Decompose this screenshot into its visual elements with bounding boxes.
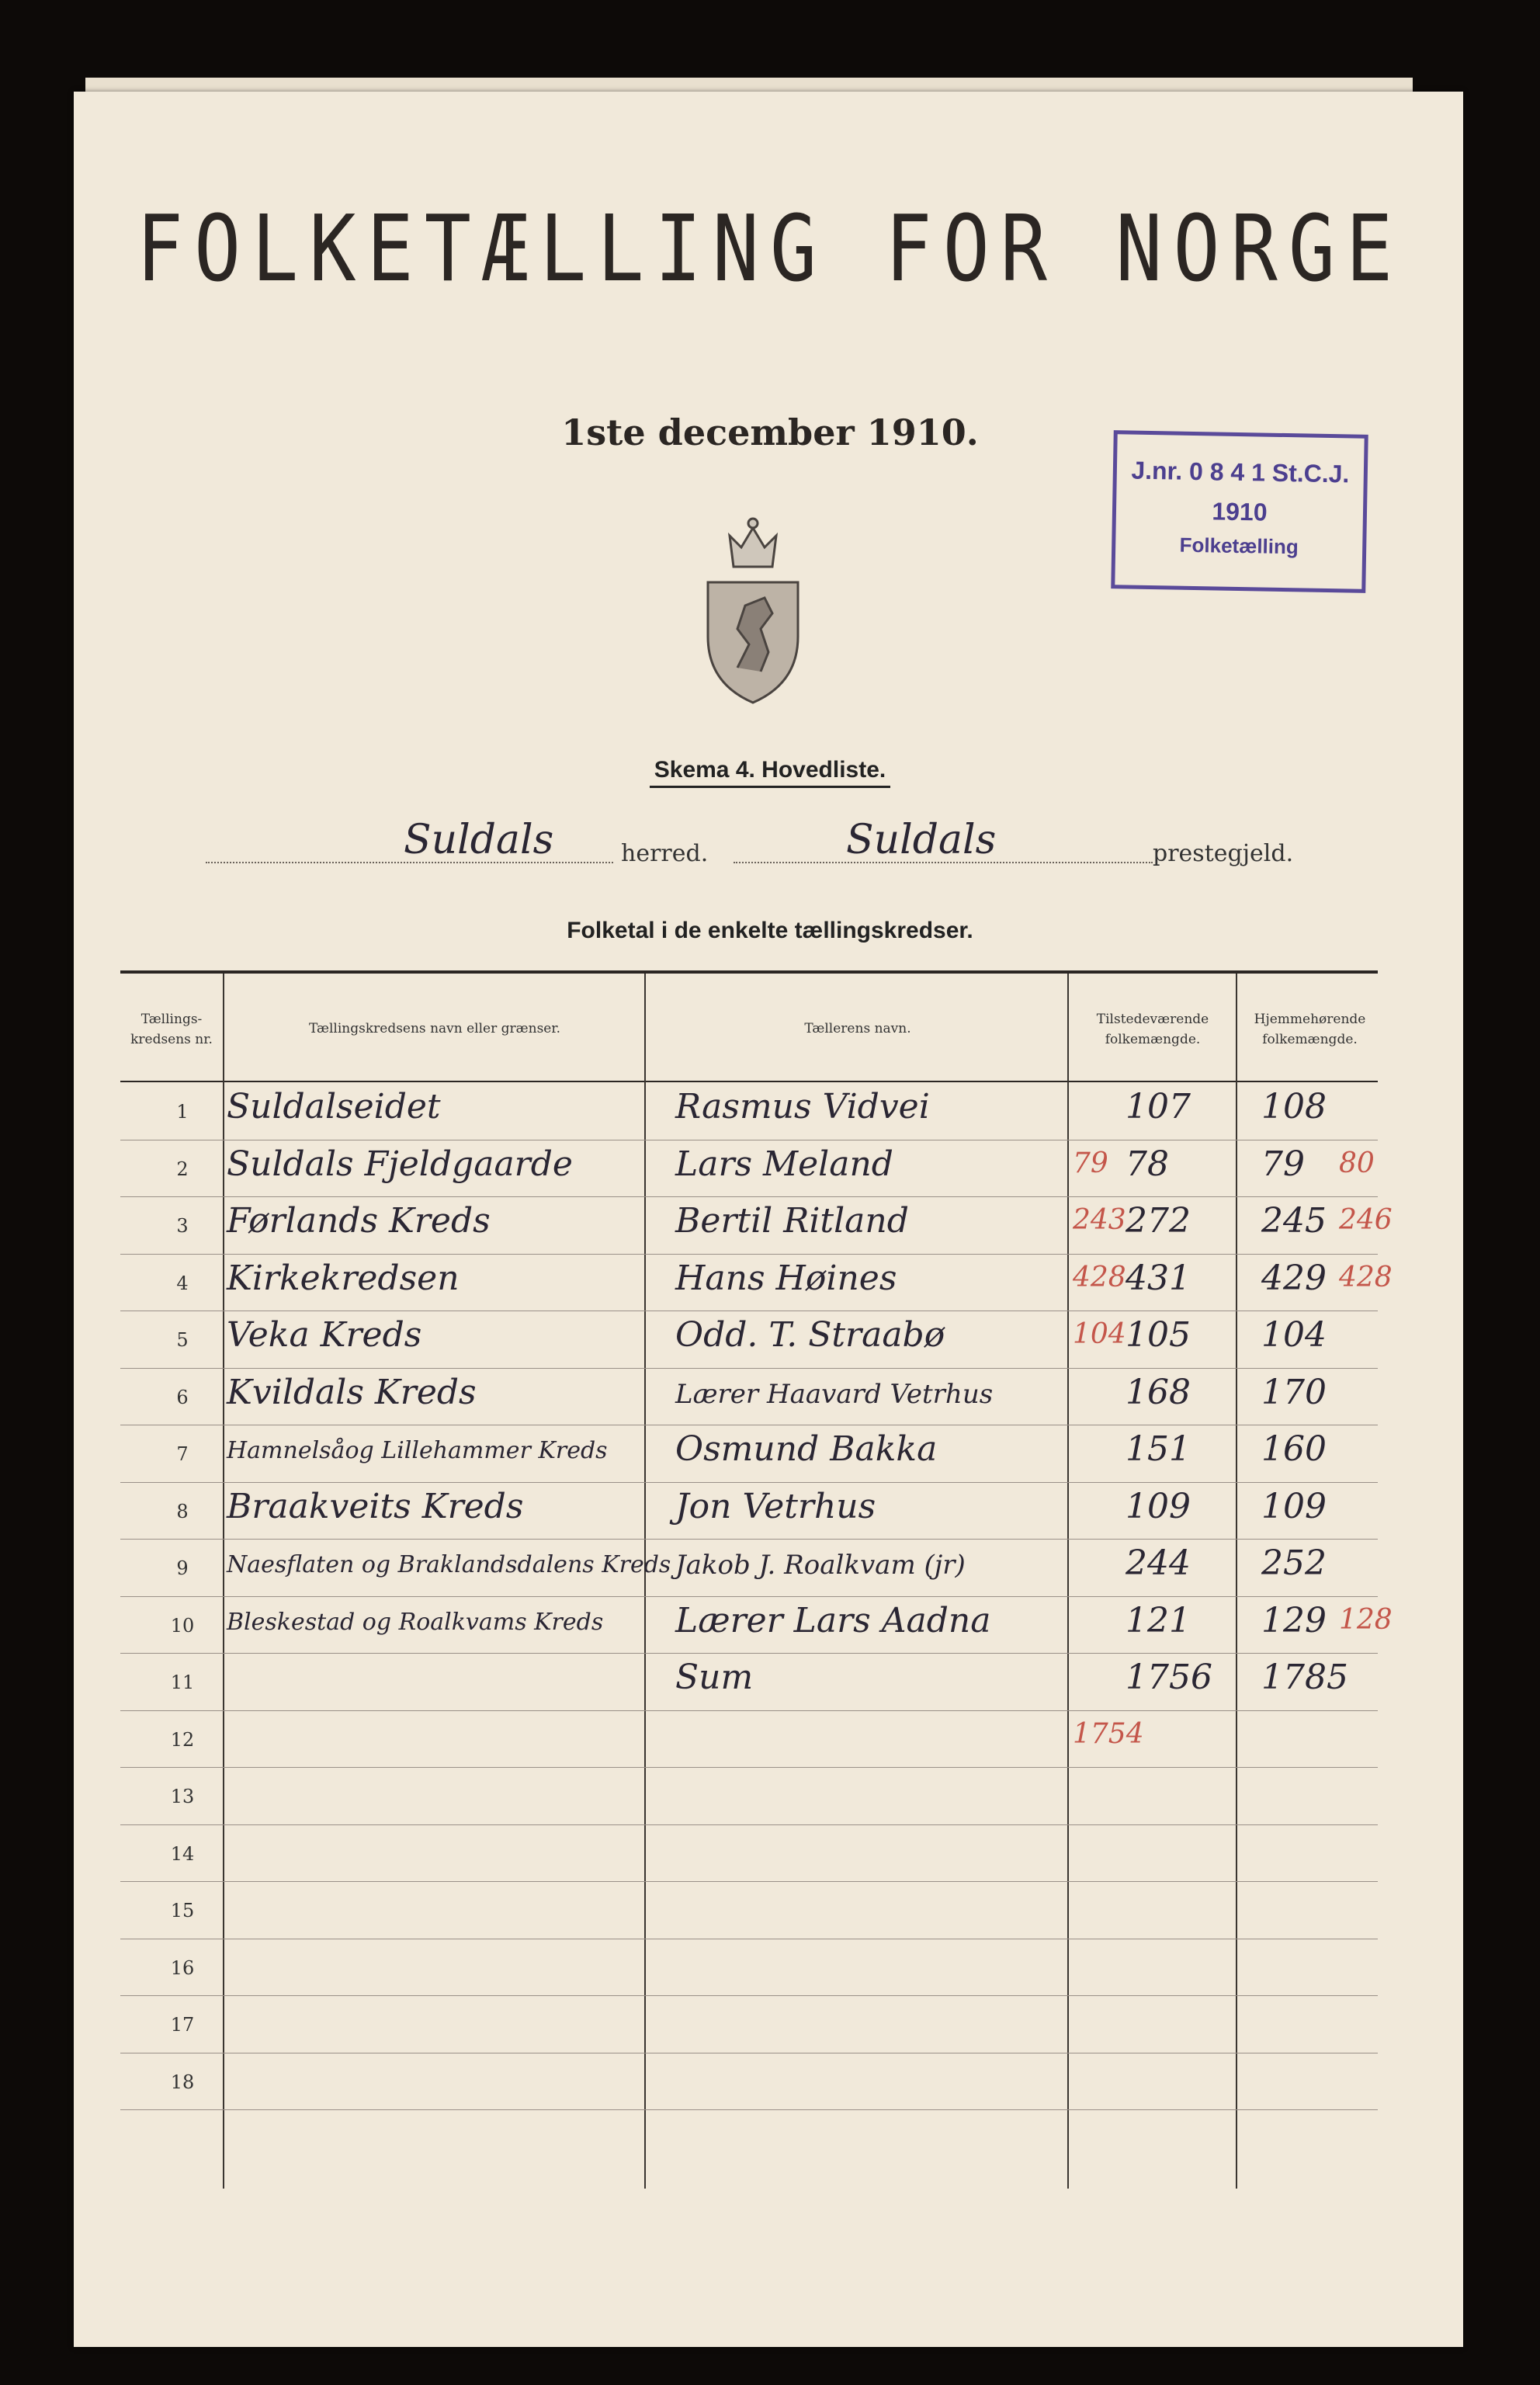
row-divider (120, 2109, 1378, 2110)
tilstede-count: 431 (1126, 1258, 1191, 1298)
tilstede-count: 1756 (1126, 1658, 1212, 1697)
skema-heading (0, 757, 1540, 783)
row-number: 10 (170, 1614, 195, 1637)
hjemme-count: 160 (1261, 1429, 1327, 1469)
col-divider-1 (223, 974, 224, 2189)
hjemme-count: 108 (1261, 1087, 1327, 1127)
skema-label: Skema 4. Hovedliste. (650, 757, 890, 788)
row-number: 17 (170, 2014, 195, 2036)
row-number: 11 (170, 1672, 195, 1693)
row-divider (120, 1539, 1378, 1540)
prestegjeld-label: prestegjeld. (1153, 840, 1294, 867)
kreds-name: Suldalseidet (227, 1087, 441, 1127)
teller-name: Lærer Lars Aadna (675, 1600, 991, 1640)
teller-name: Odd. T. Straabø (675, 1315, 945, 1355)
hjemme-count: 104 (1261, 1315, 1327, 1355)
row-number: 7 (176, 1443, 189, 1465)
tilstede-count: 168 (1126, 1372, 1191, 1412)
teller-name: Rasmus Vidvei (675, 1087, 930, 1127)
hjemme-count: 1785 (1261, 1658, 1348, 1697)
row-number: 6 (176, 1386, 189, 1408)
hjemme-correction: 128 (1339, 1603, 1393, 1636)
col-header-nr: Tællings-kredsens nr. (130, 1012, 213, 1047)
teller-name: Sum (675, 1658, 754, 1697)
kreds-name: Suldals Fjeldgaarde (227, 1144, 573, 1184)
row-divider (120, 1596, 1378, 1597)
kreds-name: Kirkekredsen (227, 1258, 460, 1298)
tilstede-count: 105 (1126, 1315, 1191, 1355)
row-number: 1 (176, 1101, 189, 1123)
hjemme-correction: 80 (1339, 1147, 1375, 1179)
tilstede-correction: 428 (1073, 1261, 1126, 1293)
tilstede-count: 244 (1126, 1543, 1191, 1583)
coat-of-arms-icon (691, 512, 815, 706)
kreds-name: Førlands Kreds (227, 1201, 491, 1241)
col-header-hjemme: Hjemmehørende folkemængde. (1254, 1012, 1366, 1047)
hjemme-count: 79 (1261, 1144, 1305, 1184)
kreds-name: Bleskestad og Roalkvams Kreds (227, 1608, 604, 1636)
row-number: 18 (170, 2071, 195, 2093)
table-subtitle: Folketal i de enkelte tællingskredser. (567, 918, 973, 943)
tilstede-count: 109 (1126, 1486, 1191, 1526)
row-divider (120, 1653, 1378, 1654)
col-header-navn: Tællingskredsens navn eller grænser. (308, 1021, 561, 1036)
row-number: 12 (170, 1728, 195, 1751)
row-divider (120, 1196, 1378, 1197)
kreds-name: Braakveits Kreds (227, 1486, 524, 1526)
teller-name: Hans Høines (675, 1258, 897, 1298)
stamp-year: 1910 (1212, 497, 1268, 526)
row-number: 2 (176, 1158, 189, 1180)
teller-name: Lars Meland (675, 1144, 893, 1184)
col-divider-2 (644, 974, 646, 2189)
hjemme-correction: 428 (1339, 1261, 1393, 1293)
kreds-name: Veka Kreds (227, 1315, 422, 1355)
tilstede-count: 151 (1126, 1429, 1191, 1469)
row-divider (120, 1767, 1378, 1768)
row-number: 16 (170, 1956, 195, 1979)
registration-stamp (1111, 430, 1368, 593)
tilstede-count: 107 (1126, 1087, 1191, 1127)
hjemme-count: 245 (1261, 1201, 1327, 1241)
row-divider (120, 1254, 1378, 1255)
teller-name: Osmund Bakka (675, 1429, 938, 1469)
stamp-journal-number: J.nr. 0 8 4 1 St.C.J. (1131, 456, 1350, 488)
hjemme-count: 129 (1261, 1600, 1327, 1640)
col-divider-4 (1236, 974, 1237, 2189)
kreds-name: Kvildals Kreds (227, 1372, 477, 1412)
herred-value: Suldals (404, 817, 554, 863)
row-divider (120, 1368, 1378, 1369)
hjemme-correction: 246 (1339, 1204, 1393, 1236)
hjemme-count: 429 (1261, 1258, 1327, 1298)
herred-label: herred. (621, 840, 709, 867)
census-date: 1ste december 1910. (561, 411, 979, 453)
tilstede-count: 272 (1126, 1201, 1191, 1241)
tilstede-correction: 79 (1073, 1147, 1108, 1179)
col-header-tilstede: Tilstedeværende folkemængde. (1096, 1012, 1209, 1047)
row-number: 15 (170, 1900, 195, 1922)
hjemme-count: 252 (1261, 1543, 1327, 1583)
kreds-name: Hamnelsåog Lillehammer Kreds (227, 1437, 608, 1464)
row-number: 13 (170, 1786, 195, 1807)
row-number: 14 (170, 1842, 195, 1865)
teller-name: Jakob J. Roalkvam (jr) (675, 1550, 966, 1581)
kreds-name: Naesflaten og Braklandsdalens Kreds (227, 1551, 671, 1578)
row-number: 9 (176, 1557, 189, 1579)
row-divider (120, 1710, 1378, 1711)
hjemme-count: 170 (1261, 1372, 1327, 1412)
teller-name: Jon Vetrhus (675, 1486, 876, 1526)
hjemme-count: 109 (1261, 1486, 1327, 1526)
row-number: 3 (176, 1215, 189, 1237)
col-divider-3 (1067, 974, 1069, 2189)
row-number: 8 (176, 1500, 189, 1522)
row-divider (120, 1824, 1378, 1825)
col-header-teller: Tællerens navn. (804, 1021, 911, 1036)
tilstede-count: 121 (1126, 1600, 1191, 1640)
tilstede-correction: 243 (1073, 1204, 1126, 1236)
teller-name: Lærer Haavard Vetrhus (675, 1378, 994, 1410)
row-divider (120, 1482, 1378, 1483)
row-number: 5 (176, 1329, 189, 1351)
prestegjeld-value: Suldals (846, 817, 997, 863)
table-header-rule (120, 1081, 1378, 1082)
teller-name: Bertil Ritland (675, 1201, 909, 1241)
row-number: 4 (176, 1272, 189, 1294)
row-divider (120, 1881, 1378, 1882)
table-top-rule (120, 970, 1378, 974)
tilstede-correction: 104 (1073, 1318, 1126, 1350)
tilstede-correction: 1754 (1073, 1717, 1144, 1750)
row-divider (120, 1995, 1378, 1996)
form-title: FOLKETÆLLING FOR NORGE (136, 195, 1404, 303)
stamp-label: Folketælling (1179, 533, 1299, 559)
tilstede-count: 78 (1126, 1144, 1169, 1184)
